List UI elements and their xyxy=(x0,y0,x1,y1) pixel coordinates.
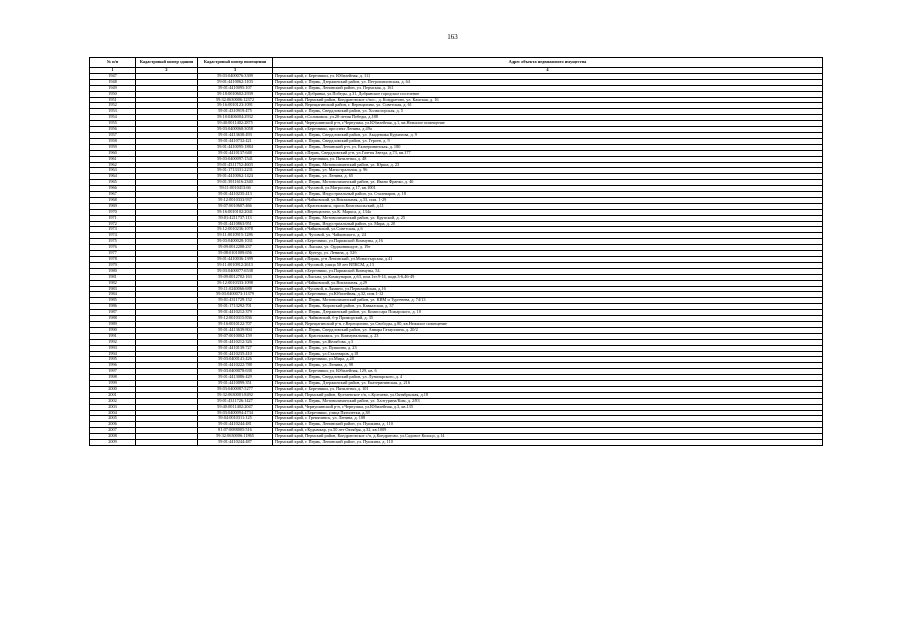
room-cadastral-number: 59:12:0010236:1078 xyxy=(198,227,273,233)
room-cadastral-number: 59:01:4310919:475 xyxy=(198,109,273,115)
room-cadastral-number: 59:16:0010123:1091 xyxy=(198,103,273,109)
row-number: 1960 xyxy=(90,150,136,156)
room-cadastral-number: 59:01:4410212:379 xyxy=(198,310,273,316)
property-address: Пермский край, г.Чусовой, ул.Матросова, д.17, кв.1001 xyxy=(273,186,823,192)
property-address: Пермский край, г.Березники, ул.Мира, д.28 xyxy=(273,357,823,363)
header-room-cadastral: Кадастровый номер помещения xyxy=(198,58,273,68)
property-address: Пермский край, г. Пермь, Дзержинский район, ул. Петропавловская, д. 64 xyxy=(273,79,823,85)
property-address: Пермский край, г. Пермь, Мотовилихинский район, ул. Халтурина/Ким, д. 2/83 xyxy=(273,398,823,404)
row-number: 1998 xyxy=(90,375,136,381)
property-address: Пермский край, г.Соликамск, ул.20-летия Победы, д.188 xyxy=(273,115,823,121)
property-address: Пермский край, г. Пермь, Ленинский район, ул. Пушкина, д. 110 xyxy=(273,422,823,428)
property-address: Пермский край, г. Пермь, Мотовилихинский район, ул. Крупской, д. 25 xyxy=(273,215,823,221)
row-number: 1979 xyxy=(90,262,136,268)
property-address: Пермский край, г.Лысьва, ул.Коммунаров, д.63, пом.1эт.9-14, подв.3-6,46-49 xyxy=(273,274,823,280)
row-number: 1969 xyxy=(90,203,136,209)
row-number: 1953 xyxy=(90,109,136,115)
property-address: Пермский край, г. Пермь, Свердловский район, ул. Героев, д. 9 xyxy=(273,138,823,144)
row-number: 2005 xyxy=(90,416,136,422)
room-cadastral-number: 59:01:4410062:1424 xyxy=(198,174,273,180)
room-cadastral-number: 59:16:0010102:2041 xyxy=(198,209,273,215)
room-cadastral-number: 59:01:4410212:326 xyxy=(198,339,273,345)
header-colnum-4: 4 xyxy=(273,68,823,74)
row-number: 1980 xyxy=(90,268,136,274)
room-cadastral-number: 59:01:4410137:648 xyxy=(198,150,273,156)
property-address: Пермский край, г. Пермь, Дзержинский район, ул. Комиссара Пожарского, д. 10 xyxy=(273,310,823,316)
property-address: Пермский край, Верещагинский р-н, г.Верещагино, ул.Свободы, д.80, кв.Нежилое помещение xyxy=(273,321,823,327)
room-cadastral-number: 59:03:0400068:3058 xyxy=(198,127,273,133)
room-cadastral-number: 59:01:1713292:701 xyxy=(198,304,273,310)
row-number: 1959 xyxy=(90,144,136,150)
row-number: 2006 xyxy=(90,422,136,428)
property-address: Пермский край, г. Пермь, Дзержинский район, ул. Екатерининская, д. 216 xyxy=(273,381,823,387)
row-number: 2000 xyxy=(90,386,136,392)
room-cadastral-number: 59:01:4413638:493 xyxy=(198,132,273,138)
room-cadastral-number: 81:07:0088005:516 xyxy=(198,428,273,434)
header-colnum-3: 3 xyxy=(198,68,273,74)
room-cadastral-number: 59:01:4410732:421 xyxy=(198,138,273,144)
property-address: Пермский край, г.Березники, ул.Парижской Коммуны, д.16 xyxy=(273,239,823,245)
row-number: 2009 xyxy=(90,440,136,446)
property-address: Пермский край, г. Пермь, Кировский район, ул. Кавказская, д. 37 xyxy=(273,304,823,310)
row-number: 2004 xyxy=(90,410,136,416)
property-address: Пермский край, г.Чайковский, ул.Вокзальная, д.33, пом. 1-29 xyxy=(273,197,823,203)
row-number: 1951 xyxy=(90,97,136,103)
row-number: 1958 xyxy=(90,138,136,144)
header-colnum-1: 1 xyxy=(90,68,136,74)
row-number: 2001 xyxy=(90,392,136,398)
room-cadastral-number: 59:03:0400077:6538 xyxy=(198,268,273,274)
property-address: Пермский край, г. Березники, ул. Юбилейная, д. 111 xyxy=(273,73,823,79)
row-number: 1995 xyxy=(90,357,136,363)
room-cadastral-number: 59:07:0010607:466 xyxy=(198,203,273,209)
room-cadastral-number: 59:01:4410235:413 xyxy=(198,192,273,198)
property-address: Пермский край, г. Чусовой, ул. Чайковского, д. 24 xyxy=(273,233,823,239)
room-cadastral-number: 59:01:4410099:351 xyxy=(198,381,273,387)
property-address: Пермский край, г.Кудымкар, ул.50 лет Октября, д.32, кв.1009 xyxy=(273,428,823,434)
page-number: 163 xyxy=(447,33,458,41)
room-cadastral-number: 59:03:0400097:1541 xyxy=(198,156,273,162)
room-cadastral-number: 59:11:0010915:1286 xyxy=(198,233,273,239)
property-address: Пермский край, г. Пермь, ул.Желябова, д.3 xyxy=(273,339,823,345)
room-cadastral-number: 59:11:0010413:66 xyxy=(198,186,273,192)
row-number: 1956 xyxy=(90,127,136,133)
property-address: Пермский край, г. Пермь, Ленинский район, ул. Пушкина, д. 110 xyxy=(273,440,823,446)
property-address: Пермский край, г. Пермь, Индустриальный район, ул. Сталеваров, д. 18 xyxy=(273,192,823,198)
header-num: № п/п xyxy=(90,58,136,68)
room-cadastral-number: 59:16:0010122:707 xyxy=(198,321,273,327)
room-cadastral-number: 59:01:4410139:727 xyxy=(198,345,273,351)
property-address: Пермский край, г. Березники, ул. Пятилетки, д. 101 xyxy=(273,386,823,392)
row-number: 1970 xyxy=(90,209,136,215)
property-address: Пермский край, г. Березники, ул. Пятилетки, д. 48 xyxy=(273,156,823,162)
row-number: 1950 xyxy=(90,91,136,97)
room-cadastral-number: 59:32:0630006:11865 xyxy=(198,434,273,440)
room-cadastral-number: 59:01:4211737:113 xyxy=(198,215,273,221)
room-cadastral-number: 59:12:0010333:937 xyxy=(198,197,273,203)
room-cadastral-number: 59:01:1713331:2231 xyxy=(198,168,273,174)
row-number: 1991 xyxy=(90,333,136,339)
row-number: 1992 xyxy=(90,339,136,345)
property-address: Пермский край, г.Березники, ул.Парижской Коммуны, 54. xyxy=(273,268,823,274)
row-number: 1947 xyxy=(90,73,136,79)
room-cadastral-number: 59:09:0012702:163 xyxy=(198,274,273,280)
room-cadastral-number: 59:01:4410244:487 xyxy=(198,440,273,446)
row-number: 1964 xyxy=(90,174,136,180)
property-address: Пермский край, Чернушинский р-н, г.Чернушка, ул.Юбилейная, д.1, кв.Нежилое помещение xyxy=(273,121,823,127)
row-number: 1974 xyxy=(90,233,136,239)
room-cadastral-number: 59:03:0400073:11379 xyxy=(198,292,273,298)
room-cadastral-number: 59:01:4311726:1427 xyxy=(198,398,273,404)
property-address: Пермский край, г. Пермь, Индустриальный район, ул. Мира, д. 20 xyxy=(273,221,823,227)
row-number: 1963 xyxy=(90,168,136,174)
property-address: Пермский край, г. Чайковский, б-р Приморский, д. 35 xyxy=(273,316,823,322)
room-cadastral-number: 59:18:0010602:2939 xyxy=(198,91,273,97)
row-number: 1996 xyxy=(90,363,136,369)
room-cadastral-number: 59:01:4311729:152 xyxy=(198,298,273,304)
row-number: 2007 xyxy=(90,428,136,434)
row-number: 2003 xyxy=(90,404,136,410)
row-number: 1968 xyxy=(90,197,136,203)
building-cadastral-number xyxy=(136,440,198,446)
room-cadastral-number: 59:03:0400087:5277 xyxy=(198,386,273,392)
header-colnum-2: 2 xyxy=(136,68,198,74)
row-number: 1999 xyxy=(90,381,136,387)
property-address: Пермский край, г.Краснокамск, просп.Комсомольский, д.11 xyxy=(273,203,823,209)
property-address: Пермский край, г. Пермь, Свердловский район, ул. Луначарского, д. 4 xyxy=(273,375,823,381)
property-address: Пермский край, Верещагинский район, г. Верещагино, ул. Советская, д. 61 xyxy=(273,103,823,109)
row-number: 1966 xyxy=(90,186,136,192)
room-cadastral-number: 59:01:4413086:429 xyxy=(198,375,273,381)
property-address: Пермский край, Пермский район, Кондратовское с/п, д.Кондратово, ул.Садовое Кольцо, д.14 xyxy=(273,434,823,440)
property-address: Пермский край, г.Березники, ул.Юбилейная, д.32, пом.1-12 xyxy=(273,292,823,298)
row-number: 1975 xyxy=(90,239,136,245)
row-number: 1962 xyxy=(90,162,136,168)
room-cadastral-number: 59:01:4410095:1884 xyxy=(198,144,273,150)
room-cadastral-number: 59:01:4410863:951 xyxy=(198,221,273,227)
room-cadastral-number: 59:01:3911616:2340 xyxy=(198,180,273,186)
row-number: 2008 xyxy=(90,434,136,440)
room-cadastral-number: 59:32:0630006:12372 xyxy=(198,97,273,103)
property-address: Пермский край, г.Пермь, р-н Ленинский, ул.Монастырская, д.41 xyxy=(273,257,823,263)
room-cadastral-number: 59:01:4410222:788 xyxy=(198,363,273,369)
row-number: 1954 xyxy=(90,115,136,121)
room-cadastral-number: 59:01:4311752:4603 xyxy=(198,162,273,168)
row-number: 1971 xyxy=(90,215,136,221)
room-cadastral-number: 59:10:0406004:2932 xyxy=(198,115,273,121)
room-cadastral-number: 59:11:0240066:688 xyxy=(198,286,273,292)
row-number: 1973 xyxy=(90,227,136,233)
room-cadastral-number: 59:01:4410062:1103 xyxy=(198,79,273,85)
row-number: 1972 xyxy=(90,221,136,227)
room-cadastral-number: 59:01:4410095:107 xyxy=(198,85,273,91)
row-number: 1990 xyxy=(90,327,136,333)
row-number: 1994 xyxy=(90,351,136,357)
row-number: 1986 xyxy=(90,304,136,310)
room-cadastral-number: 59:03:0400078:638 xyxy=(198,369,273,375)
row-number: 1985 xyxy=(90,298,136,304)
room-cadastral-number: 59:01:4410235:410 xyxy=(198,351,273,357)
property-address: Пермский край, г.Чайковский, ул.Вокзальная, д.29 xyxy=(273,280,823,286)
property-address: Пермский край, г.Пермь, Свердловский р-н, ул.Газеты Звезда, д.73, кв.177 xyxy=(273,150,823,156)
property-address: Пермский край, г. Пермь, Мотовилихинский район, ул. КИМ и Тургенева, д. 74/13 xyxy=(273,298,823,304)
room-cadastral-number: 59:03:0400094:4734 xyxy=(198,410,273,416)
row-number: 1987 xyxy=(90,310,136,316)
property-address: Пермский край, г. Пермь, Ленинский район, ул. Пермская, д. 161 xyxy=(273,85,823,91)
room-cadastral-number: 59:08:0101009:656 xyxy=(198,251,273,257)
room-cadastral-number: 59:04:0010311:125 xyxy=(198,416,273,422)
room-cadastral-number: 59:11:0010912:2613 xyxy=(198,262,273,268)
room-cadastral-number: 59:03:0400076:3309 xyxy=(198,73,273,79)
property-address: Пермский край, Пермский район, Кондратовское с/пос., д. Кондратово, ул. Камская, д. 16 xyxy=(273,97,823,103)
row-number: 1949 xyxy=(90,85,136,91)
row-number: 1989 xyxy=(90,321,136,327)
property-address: Пермский край, г. Кунгур, ул. Ленина, д. 52б xyxy=(273,251,823,257)
property-address: Пермский край, г. Пермь, Свердловский район, ул. Академика Курчатова, д. 9 xyxy=(273,132,823,138)
row-number: 1967 xyxy=(90,192,136,198)
room-cadastral-number: 59:12:0010315:836 xyxy=(198,316,273,322)
property-address: Пермский край, Чернушинский р-н, г.Чернушка, ул.Юбилейная, д.3, кв.135 xyxy=(273,404,823,410)
row-number: 2002 xyxy=(90,398,136,404)
property-address: Пермский край, г. Пермь, Мотовилихинский район, ул. Ивана Франко, д. 46 xyxy=(273,180,823,186)
property-address: Пермский край, г. Пермь, ул. Ленина, д. 65 xyxy=(273,174,823,180)
row-number: 1952 xyxy=(90,103,136,109)
property-address: Пермский край, г. Пермь, Свердловский район, ул. Анвара Гатауллина, д. 20/2 xyxy=(273,327,823,333)
property-address: Пермский край, г.Добрянка, ул.Победы, д.31, Добрянское городское поселение xyxy=(273,91,823,97)
property-address: Пермский край, г. Лысьва, ул. Орджоникидзе, д. 19е xyxy=(273,245,823,251)
property-address: Пермский край, г.Чусовой, п.Лямино, ул.Первомайская, д.16 xyxy=(273,286,823,292)
row-number: 1957 xyxy=(90,132,136,138)
property-address: Пермский край, г.Березники, улица Пятилетки, д.38 xyxy=(273,410,823,416)
property-address: Пермский край, г. Пермь, Свердловский район, ул. Холмогорская, д. 5 xyxy=(273,109,823,115)
property-address: Пермский край, г. Пермь, ул.Сталеваров, д.18 xyxy=(273,351,823,357)
row-number: 1982 xyxy=(90,280,136,286)
row-number: 1948 xyxy=(90,79,136,85)
property-address: Пермский край, г.Верещагино, ул.К. Маркса, д. 134а xyxy=(273,209,823,215)
row-number: 1984 xyxy=(90,292,136,298)
row-number: 1978 xyxy=(90,257,136,263)
row-number: 1983 xyxy=(90,286,136,292)
room-cadastral-number: 59:09:0012208:237 xyxy=(198,245,273,251)
header-address: Адрес объекта недвижимого имущества xyxy=(273,58,823,68)
row-number: 1961 xyxy=(90,156,136,162)
property-address: Пермский край, г. Краснокамск, ул. Коммунальная, д. 23 xyxy=(273,333,823,339)
row-number: 1976 xyxy=(90,245,136,251)
room-cadastral-number: 59:07:0010002:159 xyxy=(198,333,273,339)
property-address: Пермский край, г. Березники, ул. Юбилейная, 129, кв. 6 xyxy=(273,369,823,375)
property-register-table xyxy=(89,57,823,446)
room-cadastral-number: 59:12:0010333:1098 xyxy=(198,280,273,286)
header-building-cadastral: Кадастровый номер здания xyxy=(136,58,198,68)
room-cadastral-number: 59:40:0011402:2047 xyxy=(198,404,273,410)
room-cadastral-number: 59:03:0400028:1031 xyxy=(198,239,273,245)
property-address: Пермский край, г. Гремячинск, ул. Ленина, д. 108 xyxy=(273,416,823,422)
row-number: 1955 xyxy=(90,121,136,127)
room-cadastral-number: 59:01:4413639:804 xyxy=(198,327,273,333)
room-cadastral-number: 59:32:0630001:8492 xyxy=(198,392,273,398)
room-cadastral-number: 59:40:0011402:2875 xyxy=(198,121,273,127)
property-address: Пермский край, г. Пермь, ул. Ленина, д. 98 xyxy=(273,363,823,369)
room-cadastral-number: 59:01:4410036:1399 xyxy=(198,257,273,263)
row-number: 1965 xyxy=(90,180,136,186)
row-number: 1993 xyxy=(90,345,136,351)
property-address: Пермский край, г. Пермь, ул. Пушкина, д. 23 xyxy=(273,345,823,351)
room-cadastral-number: 59:01:4410244:481 xyxy=(198,422,273,428)
row-number: 1977 xyxy=(90,251,136,257)
room-cadastral-number: 59:03:0400141:426 xyxy=(198,357,273,363)
row-number: 1981 xyxy=(90,274,136,280)
property-address: Пермский край, г. Пермь, ул. Магистральная, д. 96 xyxy=(273,168,823,174)
property-address: Пермский край, г.Чусовой, улица 50 лет ВЛКСМ, д.13 xyxy=(273,262,823,268)
row-number: 1988 xyxy=(90,316,136,322)
property-address: Пермский край, г.Березники, проспект Ленина, д.49а xyxy=(273,127,823,133)
property-address: Пермский край, Пермский район, Култаевское с/п, с.Култаево, ул.Октябрьская, д.18 xyxy=(273,392,823,398)
table-row xyxy=(90,440,823,446)
property-address: Пермский край, г.Чайковский, ул.Советская, д.6 xyxy=(273,227,823,233)
property-address: Пермский край, г. Пермь, Ленинский р-н, ул. Екатерининская, д. 180 xyxy=(273,144,823,150)
property-address: Пермский край, г. Пермь, Мотовилихинский район, ул. Юрша, д. 23 xyxy=(273,162,823,168)
row-number: 1997 xyxy=(90,369,136,375)
